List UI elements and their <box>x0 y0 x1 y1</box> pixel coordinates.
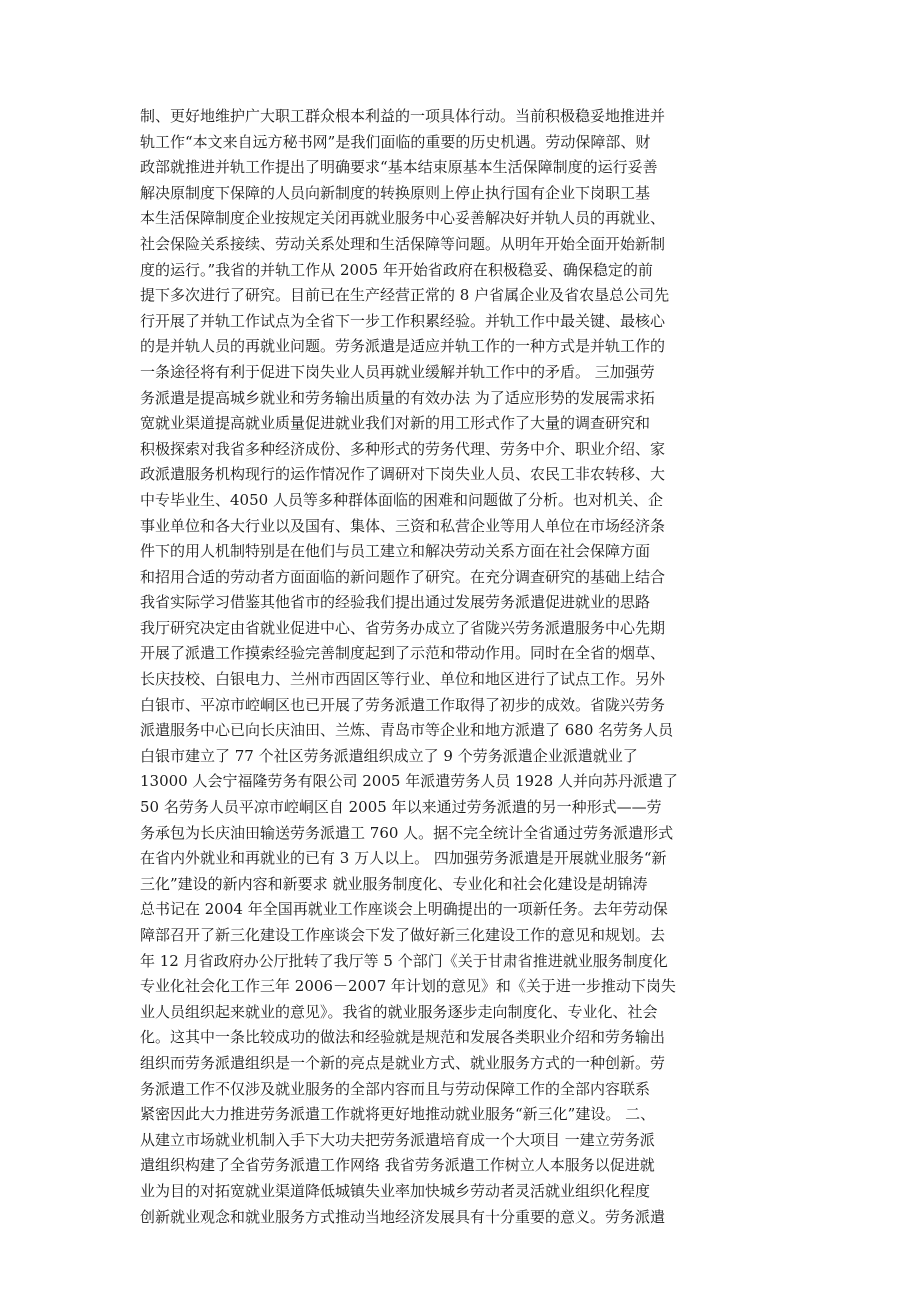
text-line: 紧密因此大力推进劳务派遣工作就将更好地推动就业服务“新三化”建设。 二、 <box>140 1105 656 1124</box>
text-line: 一条途径将有利于促进下岗失业人员再就业缓解并轨工作中的矛盾。 三加强劳 <box>140 362 655 381</box>
text-line: 和招用合适的劳动者方面面临的新问题作了研究。在充分调查研究的基础上结合 <box>140 567 666 586</box>
text-line: 开展了派遣工作摸索经验完善制度起到了示范和带动作用。同时在全省的烟草、 <box>140 644 666 663</box>
text-line: 积极探索对我省多种经济成份、多种形式的劳务代理、劳务中介、职业介绍、家 <box>140 439 666 458</box>
text-line: 从建立市场就业机制入手下大功夫把劳务派遣培育成一个大项目 一建立劳务派 <box>140 1130 655 1149</box>
text-line: 务派遣工作不仅涉及就业服务的全部内容而且与劳动保障工作的全部内容联系 <box>140 1079 651 1098</box>
text-line: 障部召开了新三化建设工作座谈会下发了做好新三化建设工作的意见和规划。去 <box>140 926 666 944</box>
text-line: 政派遣服务机构现行的运作情况作了调研对下岗失业人员、农民工非农转移、大 <box>140 465 666 484</box>
text-line: 务承包为长庆油田输送劳务派遣工 760 人。据不完全统计全省通过劳务派遣形式 <box>140 823 674 842</box>
text-line: 务派遣是提高城乡就业和劳务输出质量的有效办法 为了适应形势的发展需求拓 <box>140 388 655 407</box>
text-line: 总书记在 2004 年全国再就业工作座谈会上明确提出的一项新任务。去年劳动保 <box>140 900 668 919</box>
text-line: 制、更好地维护广大职工群众根本利益的一项具体行动。当前积极稳妥地推进并 <box>140 107 666 125</box>
text-line: 50 名劳务人员平凉市崆峒区自 2005 年以来通过劳务派遣的另一种形式——劳 <box>140 798 662 817</box>
text-line: 化。这其中一条比较成功的做法和经验就是规范和发展各类职业介绍和劳务输出 <box>140 1028 666 1047</box>
text-line: 组织而劳务派遣组织是一个新的亮点是就业方式、就业服务方式的一种创新。劳 <box>140 1053 666 1072</box>
text-line: 社会保险关系接续、劳动关系处理和生活保障等问题。从明年开始全面开始新制 <box>140 234 666 253</box>
text-line: 我省实际学习借鉴其他省市的经验我们提出通过发展劳务派遣促进就业的思路 <box>140 593 651 612</box>
text-line: 业人员组织起来就业的意见》。我省的就业服务逐步走向制度化、专业化、社会 <box>140 1002 658 1021</box>
text-line: 专业化社会化工作三年 2006－2007 年计划的意见》和《关于进一步推动下岗失 <box>140 977 676 996</box>
text-line: 业为目的对拓宽就业渠道降低城镇失业率加快城乡劳动者灵活就业组织化程度 <box>140 1181 651 1200</box>
text-line: 白银市、平凉市崆峒区也已开展了劳务派遣工作取得了初步的成效。省陇兴劳务 <box>140 695 666 714</box>
document-body <box>140 104 782 1230</box>
text-line: 度的运行。”我省的并轨工作从 2005 年开始省政府在积极稳妥、确保稳定的前 <box>140 260 653 279</box>
text-line: 解决原制度下保障的人员向新制度的转换原则上停止执行国有企业下岗职工基 <box>140 183 651 202</box>
text-line: 我厅研究决定由省就业促进中心、省劳务办成立了省陇兴劳务派遣服务中心先期 <box>140 618 666 637</box>
text-line: 长庆技校、白银电力、兰州市西固区等行业、单位和地区进行了试点工作。另外 <box>140 670 666 689</box>
text-line: 三化”建设的新内容和新要求 就业服务制度化、专业化和社会化建设是胡锦涛 <box>140 874 648 893</box>
text-line: 政部就推进并轨工作提出了明确要求“基本结束原基本生活保障制度的运行妥善 <box>140 158 658 177</box>
text-line: 创新就业观念和就业服务方式推动当地经济发展具有十分重要的意义。劳务派遣 <box>140 1207 666 1226</box>
text-line: 中专毕业生、4050 人员等多种群体面临的困难和问题做了分析。也对机关、企 <box>140 490 663 509</box>
text-line: 本生活保障制度企业按规定关闭再就业服务中心妥善解决好并轨人员的再就业、 <box>140 209 666 228</box>
text-line: 轨工作“本文来自远方秘书网”是我们面临的重要的历史机遇。劳动保障部、财 <box>140 132 651 151</box>
text-line: 事业单位和各大行业以及国有、集体、三资和私营企业等用人单位在市场经济条 <box>140 516 666 535</box>
text-line: 白银市建立了 77 个社区劳务派遣组织成立了 9 个劳务派遣企业派遣就业了 <box>140 746 638 765</box>
text-line: 件下的用人机制特别是在他们与员工建立和解决劳动关系方面在社会保障方面 <box>140 542 651 561</box>
text-line: 的是并轨人员的再就业问题。劳务派遣是适应并轨工作的一种方式是并轨工作的 <box>140 337 666 356</box>
text-line: 派遣服务中心已向长庆油田、兰炼、青岛市等企业和地方派遣了 680 名劳务人员 <box>140 721 674 740</box>
text-line: 年 12 月省政府办公厅批转了我厅等 5 个部门《关于甘肃省推进就业服务制度化 <box>140 951 668 970</box>
text-line: 宽就业渠道提高就业质量促进就业我们对新的用工形式作了大量的调查研究和 <box>140 414 651 433</box>
text-line: 行开展了并轨工作试点为全省下一步工作积累经验。并轨工作中最关键、最核心 <box>140 311 666 330</box>
text-line: 提下多次进行了研究。目前已在生产经营正常的 8 户省属企业及省农垦总公司先 <box>140 286 670 305</box>
text-line: 遣组织构建了全省劳务派遣工作网络 我省劳务派遣工作树立人本服务以促进就 <box>140 1156 655 1175</box>
text-line: 13000 人会宁福隆劳务有限公司 2005 年派遣劳务人员 1928 人并向苏丹派遣了 <box>140 772 678 791</box>
text-line: 在省内外就业和再就业的已有 3 万人以上。 四加强劳务派遣是开展就业服务“新 <box>140 849 667 868</box>
